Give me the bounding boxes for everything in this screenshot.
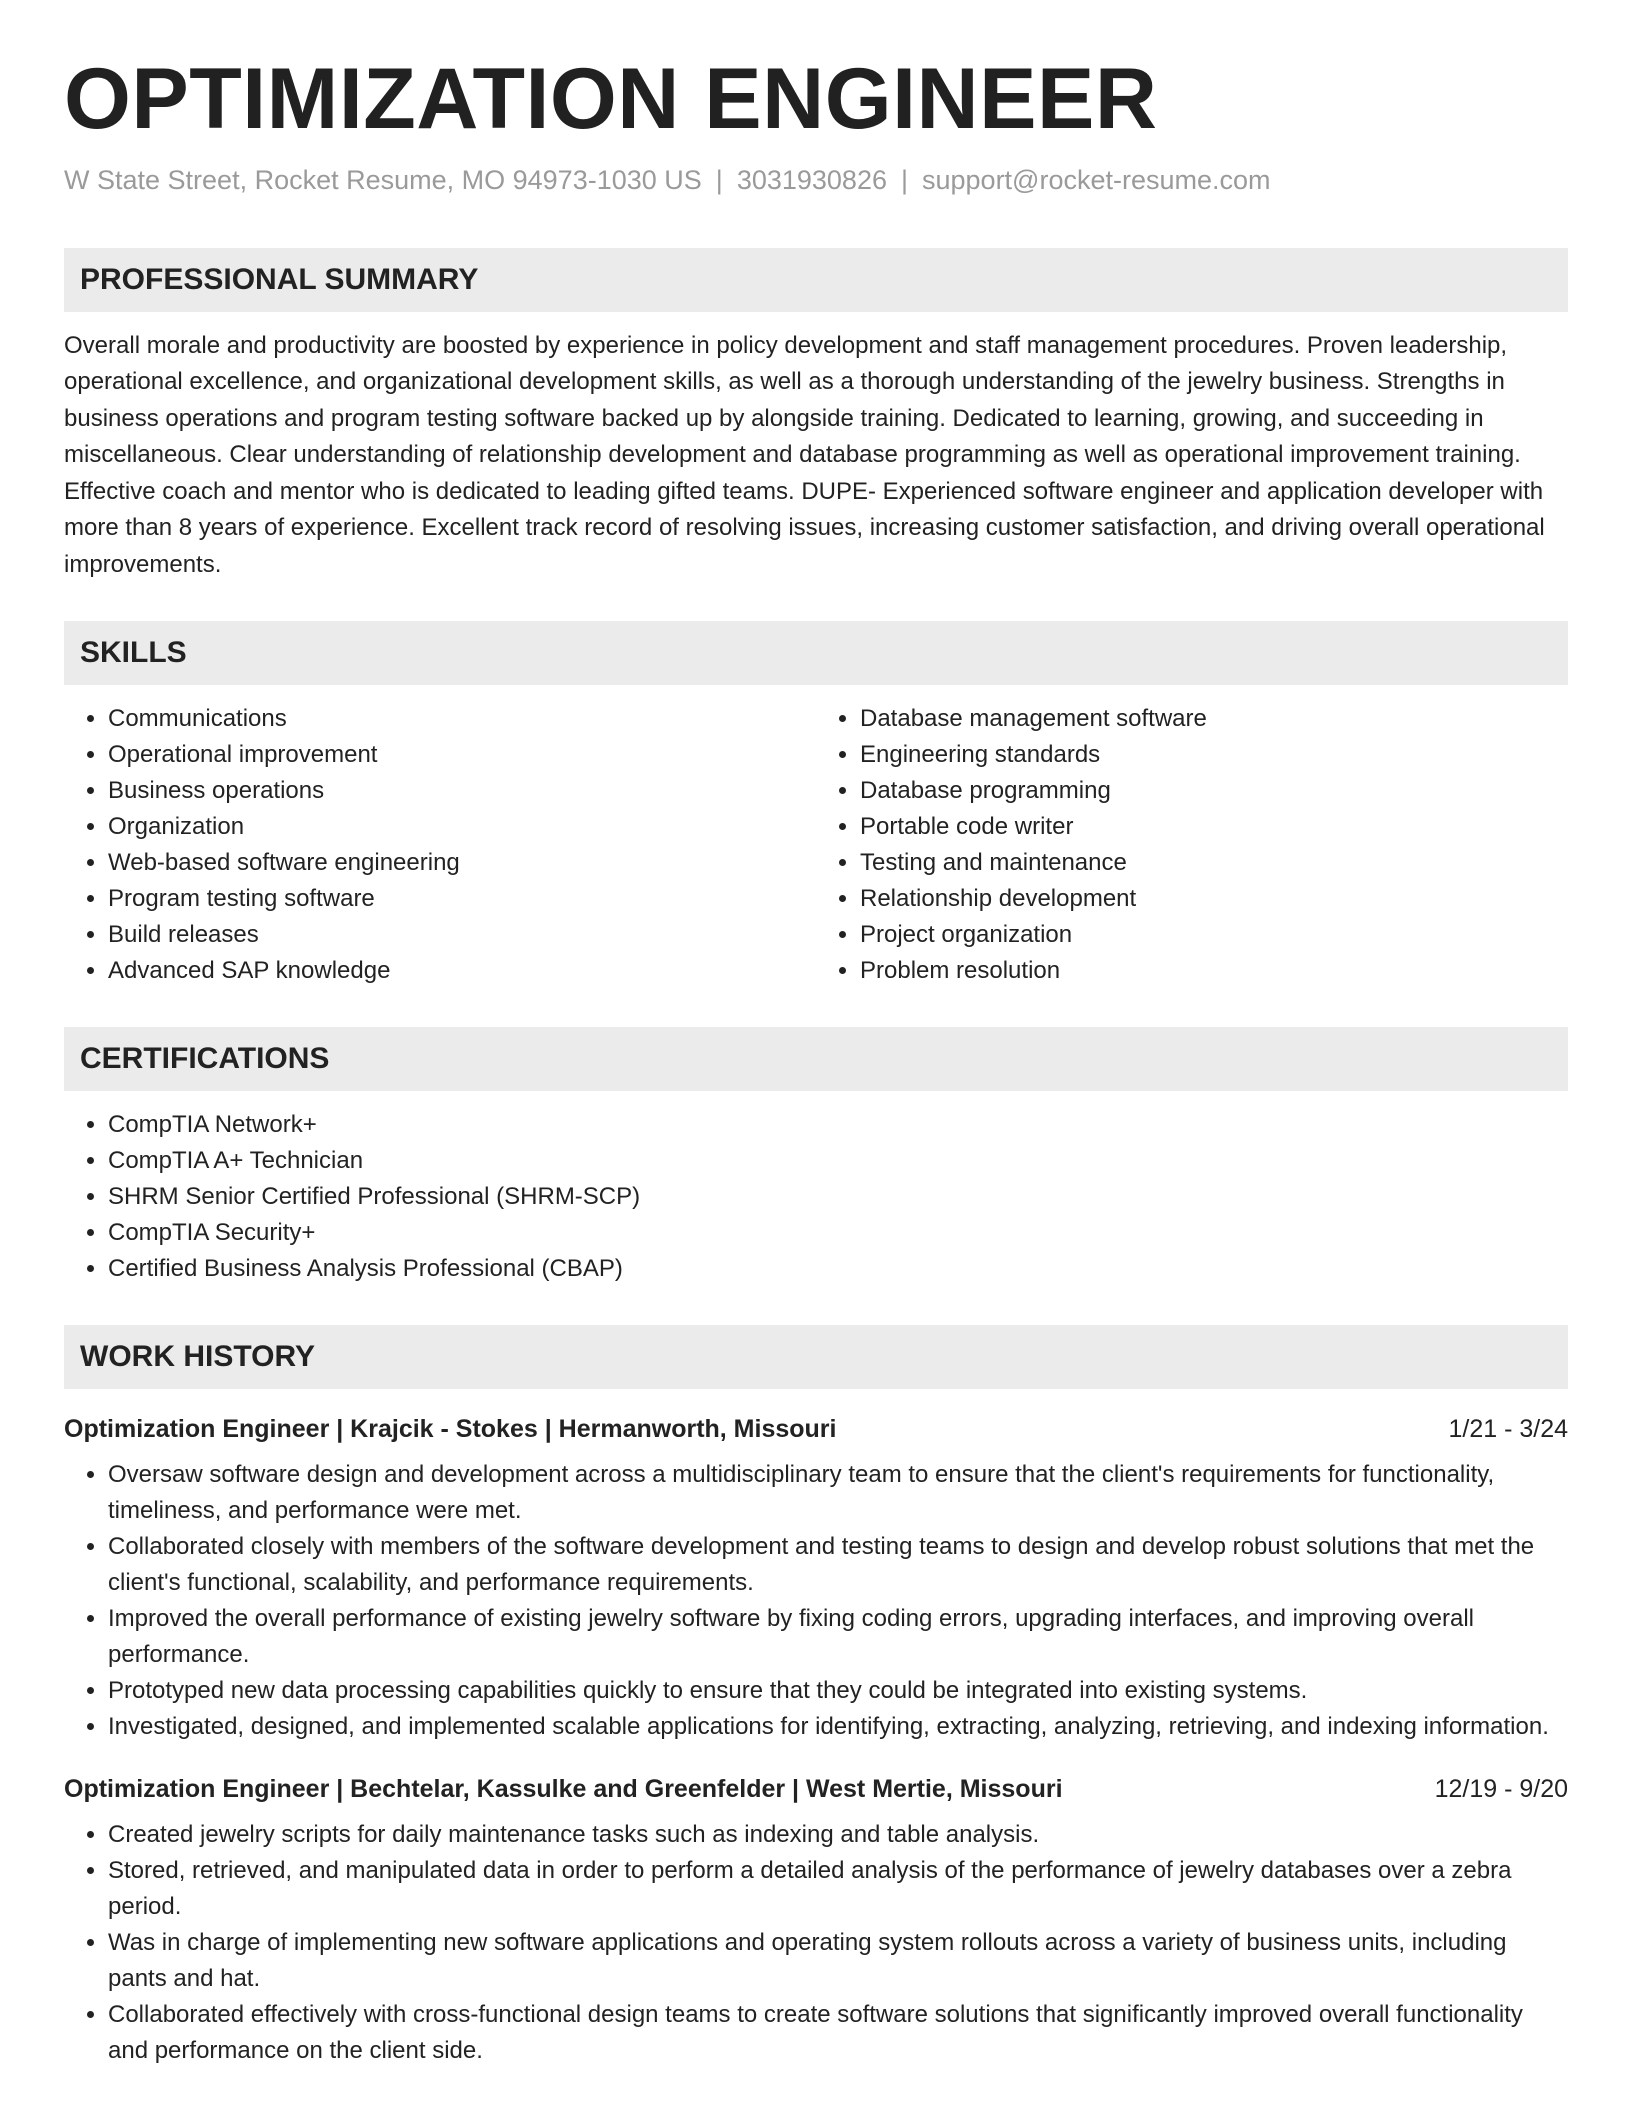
certification-item: • CompTIA Security+ [108,1215,1568,1251]
certifications-heading: CERTIFICATIONS [64,1027,1568,1091]
job-header [64,1411,1568,1447]
skill-item: • Database programming [860,773,1568,809]
contact-line [64,165,1568,196]
skill-item: • Organization [108,809,816,845]
contact-phone: 3031930826 [736,164,887,195]
contact-address: W State Street, Rocket Resume, MO 94973-1030 US [64,164,702,195]
skill-item: • Testing and maintenance [860,845,1568,881]
job-bullet: • Created jewelry scripts for daily maintenance tasks such as indexing and table analysis. [108,1817,1568,1853]
job-dates: 12/19 - 9/20 [1434,1775,1568,1804]
job-bullet: • Was in charge of implementing new software applications and operating system rollouts across a variety of business units, including pants and hat. [108,1925,1568,1997]
job-bullet: • Collaborated effectively with cross-functional design teams to create software solutions that significantly improved overall functionality and performance on the client side. [108,1997,1568,2069]
certification-item: • CompTIA A+ Technician [108,1143,1568,1179]
contact-email: support@rocket-resume.com [922,164,1271,195]
job-bullets [64,1817,1568,2069]
skill-item: • Portable code writer [860,809,1568,845]
job-bullet: • Improved the overall performance of existing jewelry software by fixing coding errors, upgrading interfaces, and improving overall performance. [108,1601,1568,1673]
job-dates: 1/21 - 3/24 [1448,1415,1568,1444]
skill-item: • Project organization [860,917,1568,953]
job-title: Optimization Engineer | Bechtelar, Kassulke and Greenfelder | West Mertie, Missouri [64,1775,1063,1804]
skills-right-list [816,701,1568,989]
certification-item: • CompTIA Network+ [108,1107,1568,1143]
job-bullet: • Oversaw software design and development across a multidisciplinary team to ensure that the client's requirements for functionality, timeliness, and performance were met. [108,1457,1568,1529]
skill-item: • Communications [108,701,816,737]
job-header [64,1771,1568,1807]
job-bullets [64,1457,1568,1745]
work-history-heading: WORK HISTORY [64,1325,1568,1389]
contact-separator: | [715,164,723,195]
job-bullet: • Investigated, designed, and implemented scalable applications for identifying, extracting, analyzing, retrieving, and indexing information. [108,1709,1568,1745]
skill-item: • Relationship development [860,881,1568,917]
certifications-list [64,1107,1568,1287]
skill-item: • Business operations [108,773,816,809]
job-bullet: • Stored, retrieved, and manipulated data in order to perform a detailed analysis of the performance of jewelry databases over a zebra period. [108,1853,1568,1925]
skill-item: • Database management software [860,701,1568,737]
skill-item: • Build releases [108,917,816,953]
skill-item: • Problem resolution [860,953,1568,989]
certification-item: • Certified Business Analysis Professional (CBAP) [108,1251,1568,1287]
skills-heading: SKILLS [64,621,1568,685]
summary-heading: PROFESSIONAL SUMMARY [64,248,1568,312]
skill-item: • Advanced SAP knowledge [108,953,816,989]
skill-item: • Web-based software engineering [108,845,816,881]
summary-text: Overall morale and productivity are boosted by experience in policy development and staff management procedures. Proven leadership, operational excellence, and organizational development skills, as well as a thorough understanding of the jewelry business. Strengths in business operations and program testing software backed up by alongside training. Dedicated to learning, growing, and succeeding in miscellaneous. Clear understanding of relationship development and database programming as well as operational improvement training. Effective coach and mentor who is dedicated to leading gifted teams. DUPE- Experienced software engineer and application developer with more than 8 years of experience. Excellent track record of resolving issues, increasing customer satisfaction, and driving overall operational improvements. [64,331,1545,578]
job-bullet: • Prototyped new data processing capabilities quickly to ensure that they could be integrated into existing systems. [108,1673,1568,1709]
skill-item: • Engineering standards [860,737,1568,773]
job-title: Optimization Engineer | Krajcik - Stokes | Hermanworth, Missouri [64,1415,837,1444]
skills-left-list [64,701,816,989]
skill-item: • Operational improvement [108,737,816,773]
certification-item: • SHRM Senior Certified Professional (SHRM-SCP) [108,1179,1568,1215]
job-bullet: • Collaborated closely with members of the software development and testing teams to design and develop robust solutions that met the client's functional, scalability, and performance requirements. [108,1529,1568,1601]
skill-item: • Program testing software [108,881,816,917]
skills-grid [64,701,1568,989]
resume-name: OPTIMIZATION ENGINEER [64,51,1158,147]
contact-separator: | [900,164,908,195]
